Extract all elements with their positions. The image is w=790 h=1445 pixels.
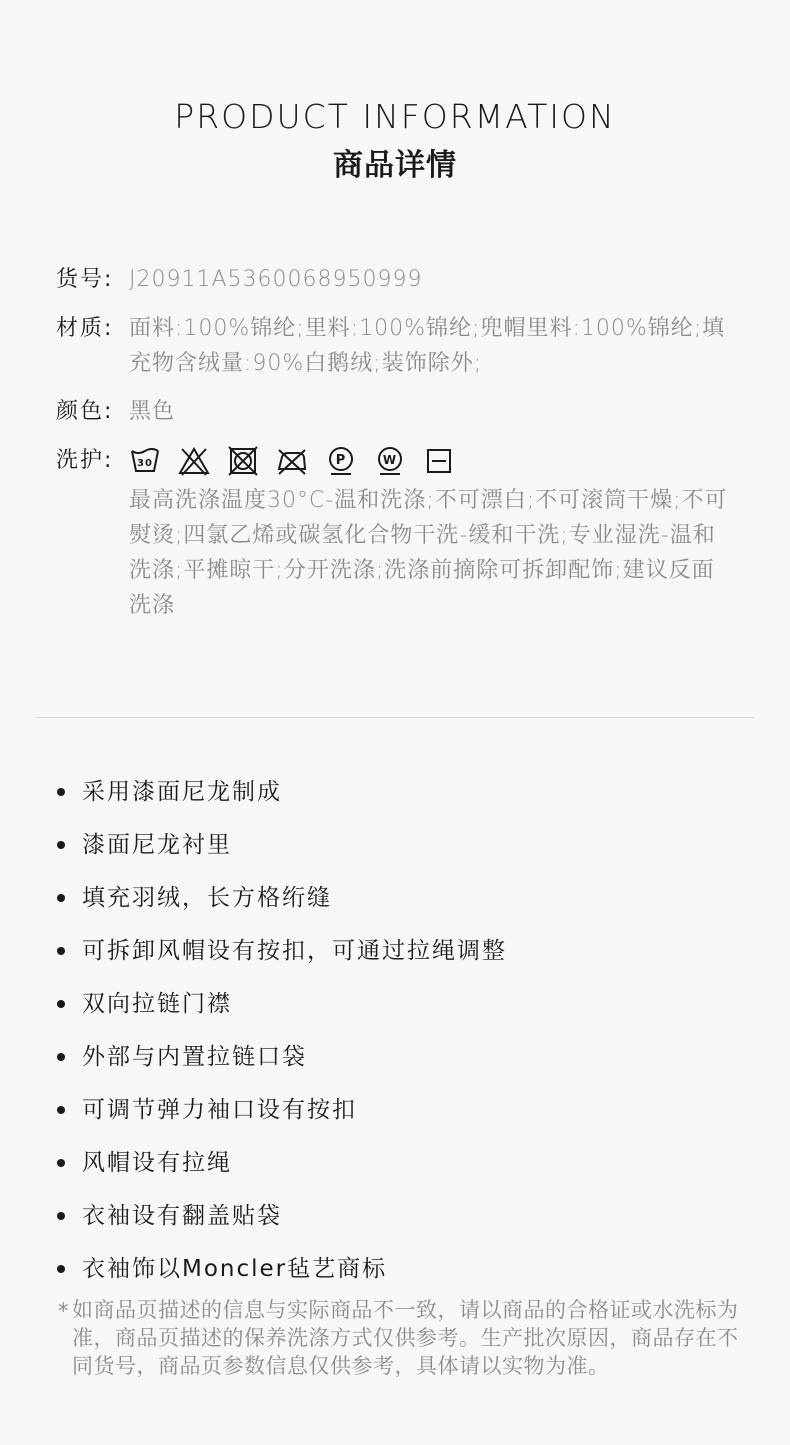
professional-dry-clean-p-icon [325,445,357,477]
do-not-tumble-dry-icon [227,445,259,477]
feature-list [57,765,757,1295]
list-item [57,1136,757,1189]
spec-value-color: 黑色 [129,399,176,424]
feature-text: 外部与内置拉链口袋 [82,1043,307,1070]
spec-value-article: J20911A5360068950999 [129,267,423,292]
spec-care-block [129,443,736,623]
svg-text:P: P [335,453,347,468]
list-item [57,1242,757,1295]
bullet-dot [57,947,65,955]
list-item [57,977,757,1030]
svg-text:30: 30 [137,458,153,469]
feature-text: 漆面尼龙衬里 [82,831,232,858]
list-item [57,871,757,924]
feature-text: 衣袖设有翻盖贴袋 [82,1202,282,1229]
feature-text: 风帽设有拉绳 [82,1149,232,1176]
spec-row-material [56,311,736,381]
page-header [0,96,790,186]
list-item [57,1189,757,1242]
list-item [57,924,757,977]
list-item [57,818,757,871]
list-item [57,1083,757,1136]
feature-text: 采用漆面尼龙制成 [82,778,282,805]
disclaimer [58,1296,746,1380]
bullet-dot [57,1159,65,1167]
care-icons [129,443,736,479]
disclaimer-text: 如商品页描述的信息与实际商品不一致，请以商品的合格证或水洗标为准，商品页描述的保养洗涤方式仅供参考。生产批次原因，商品存在不同货号，商品页参数信息仅供参考，具体请以实物为准。 [72,1298,739,1378]
bullet-dot [57,1106,65,1114]
professional-wet-clean-w-icon [374,445,406,477]
bullet-dot [57,1000,65,1008]
section-divider [36,717,754,718]
do-not-bleach-icon [178,445,210,477]
bullet-dot [57,1053,65,1061]
spec-label-material: 材质: [56,316,114,341]
page-title-cn: 商品详情 [333,148,457,183]
spec-list [56,262,736,636]
list-item [57,1030,757,1083]
spec-row-article [56,262,736,298]
feature-text: 衣袖饰以Moncler毡艺商标 [82,1255,388,1282]
do-not-iron-icon [276,445,308,477]
feature-text: 双向拉链门襟 [82,990,232,1017]
svg-text:W: W [382,453,398,467]
list-item [57,765,757,818]
bullet-dot [57,894,65,902]
spec-row-care [56,443,736,623]
wash-30-icon [129,445,161,477]
feature-text: 填充羽绒，长方格绗缝 [82,884,332,911]
feature-text: 可调节弹力袖口设有按扣 [82,1096,357,1123]
bullet-dot [57,1212,65,1220]
dry-flat-icon [423,445,455,477]
feature-text: 可拆卸风帽设有按扣，可通过拉绳调整 [82,937,507,964]
spec-label-color: 颜色: [56,399,114,424]
bullet-dot [57,788,65,796]
spec-row-color [56,394,736,430]
spec-label-article: 货号: [56,267,114,292]
spec-value-care: 最高洗涤温度30°C-温和洗涤;不可漂白;不可滚筒干燥;不可熨烫;四氯乙烯或碳氢化合物干洗-缓和干洗;专业湿洗-温和洗涤;平摊晾干;分开洗涤;洗涤前摘除可拆卸配饰;建议反面洗涤 [129,488,728,618]
bullet-dot [57,1265,65,1273]
disclaimer-asterisk: * [58,1299,69,1323]
page-title-en: PRODUCT INFORMATION [174,97,616,136]
bullet-dot [57,841,65,849]
spec-value-material: 面料:100%锦纶;里料:100%锦纶;兜帽里料:100%锦纶;填充物含绒量:90%白鹅绒;装饰除外; [129,316,726,376]
spec-label-care: 洗护: [56,448,114,473]
